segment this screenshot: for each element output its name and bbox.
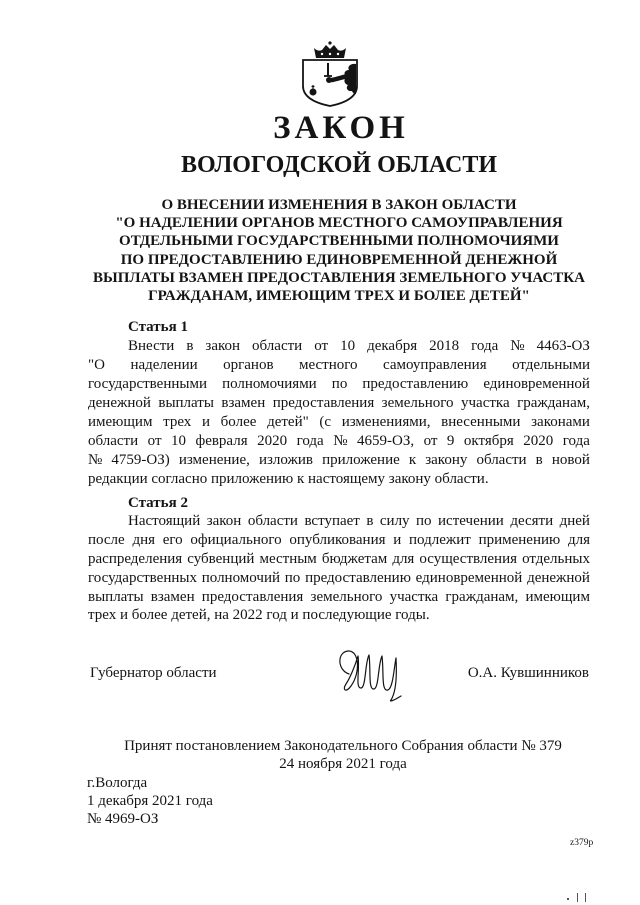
article-text-line	[88, 432, 590, 451]
word: 4659-ОЗ,	[357, 432, 415, 449]
word: в	[535, 451, 543, 468]
article-text-line	[88, 588, 590, 607]
word: 10	[170, 432, 186, 449]
word: отдельными	[512, 356, 590, 373]
article-text-line: трех и более детей, на 2022 год и последующие годы.	[88, 607, 430, 624]
word: местного	[299, 356, 358, 373]
word: Настоящий	[128, 513, 201, 530]
word: 10	[340, 337, 356, 354]
article-text-line	[88, 356, 590, 375]
adoption-date: 24 ноября 2021 года	[279, 756, 407, 772]
issue-place: г.Вологда	[87, 775, 148, 791]
word: закону	[425, 451, 468, 468]
word: предоставления	[272, 394, 375, 411]
word: и	[393, 532, 402, 549]
word: имеющим	[525, 588, 590, 605]
word: денежной	[527, 569, 590, 586]
word: взамен	[221, 394, 266, 411]
document-code: z379p	[570, 838, 594, 848]
crown-jewel	[337, 53, 339, 55]
word: официального	[190, 532, 282, 549]
word: Внести	[128, 337, 175, 354]
word: отдельных	[522, 550, 590, 567]
word: применению	[478, 532, 561, 549]
word: дня	[132, 532, 155, 549]
word: субвенций	[187, 550, 255, 567]
word: выплаты	[88, 588, 144, 605]
word: выплаты	[158, 394, 214, 411]
article-text-line	[88, 512, 590, 531]
signatory-position: Губернатор области	[90, 665, 217, 681]
word: детей"	[267, 413, 309, 430]
word: предоставлению	[362, 375, 469, 392]
word: органов	[223, 356, 274, 373]
word: десяти	[510, 513, 554, 530]
crown-jewel	[321, 53, 323, 55]
word: вступает	[304, 513, 360, 530]
word: изменениями,	[341, 413, 431, 430]
word: области	[247, 513, 298, 530]
article-text-line	[88, 569, 590, 588]
scan-mark	[567, 898, 569, 900]
article-text-line	[88, 531, 590, 550]
word: области	[252, 337, 303, 354]
word: по	[284, 569, 301, 586]
word: полномочиями	[222, 375, 317, 392]
word: гражданам,	[517, 394, 590, 411]
law-number: № 4969-ОЗ	[87, 811, 159, 828]
word: года	[562, 432, 590, 449]
word: участка	[461, 394, 510, 411]
scan-mark	[585, 893, 586, 902]
word: предоставлению	[305, 569, 411, 586]
coat-of-arms-icon	[299, 40, 361, 107]
word: по	[331, 375, 348, 392]
word: участка	[389, 588, 439, 605]
article-heading: Статья 1	[128, 318, 188, 335]
word: распределения	[88, 550, 183, 567]
word: гражданам,	[445, 588, 519, 605]
article-2	[88, 494, 590, 626]
word: приложение	[322, 451, 400, 468]
word: "О	[88, 356, 105, 373]
word: по	[416, 513, 432, 530]
hand-shape	[326, 77, 332, 83]
word: наделении	[130, 356, 198, 373]
article-heading: Статья 2	[128, 494, 188, 511]
issue-details	[87, 774, 213, 829]
word: и	[201, 413, 210, 430]
article-text-line	[88, 394, 590, 413]
law-name-line: ПО ПРЕДОСТАВЛЕНИЮ ЕДИНОВРЕМЕННОЙ ДЕНЕЖНОЙ	[120, 251, 558, 268]
word: декабря	[367, 337, 418, 354]
signatory-name: О.А. Кувшинников	[467, 665, 589, 681]
word: №	[510, 337, 525, 354]
word: 4759-ОЗ)	[111, 451, 170, 468]
adoption-note	[95, 737, 591, 773]
word: после	[88, 532, 125, 549]
word: от	[314, 337, 329, 354]
article-text-line	[88, 375, 590, 394]
word: изложив	[258, 451, 313, 468]
word: государственных	[88, 569, 197, 586]
word: внесенными	[441, 413, 521, 430]
document-type-title: ЗАКОН	[273, 110, 409, 146]
word: №	[333, 432, 348, 449]
signature-graphic	[333, 646, 405, 704]
word: самоуправления	[383, 356, 487, 373]
law-name-line: "О НАДЕЛЕНИИ ОРГАНОВ МЕСТНОГО САМОУПРАВЛЕНИЯ	[115, 215, 563, 232]
word: единовременной	[415, 569, 523, 586]
word: к	[408, 451, 417, 468]
word: опубликования	[289, 532, 386, 549]
word: единовременной	[483, 375, 590, 392]
word: февраля	[195, 432, 248, 449]
word: земельного	[310, 588, 383, 605]
region-title: ВОЛОГОДСКОЙ ОБЛАСТИ	[180, 152, 498, 178]
word: от	[423, 432, 438, 449]
word: земельного	[381, 394, 454, 411]
scan-mark	[577, 893, 578, 902]
word: области	[476, 451, 527, 468]
word: 2020	[523, 432, 554, 449]
word: новой	[551, 451, 590, 468]
word: области	[88, 432, 139, 449]
word: осуществления	[419, 550, 518, 567]
handwritten-signature-icon	[333, 646, 405, 704]
word: более	[220, 413, 257, 430]
word: денежной	[88, 394, 151, 411]
word: 2018	[429, 337, 460, 354]
word: трех	[163, 413, 192, 430]
coat-of-arms-graphic	[299, 40, 361, 107]
word: 9	[446, 432, 455, 449]
crown-orb-shape	[328, 41, 331, 44]
article-text-line: редакции согласно приложению к настоящему закону области.	[88, 470, 489, 487]
issue-date: 1 декабря 2021 года	[87, 793, 213, 810]
orb-shape	[310, 89, 317, 96]
adoption-resolution: Принят постановлением Законодательного Собрания области № 379	[124, 738, 562, 754]
word: предоставления	[201, 588, 304, 605]
word: в	[366, 513, 374, 530]
article-text-line	[88, 451, 590, 470]
law-name-line: ВЫПЛАТЫ ВЗАМЕН ПРЕДОСТАВЛЕНИЯ ЗЕМЕЛЬНОГО УЧАСТКА	[93, 269, 585, 286]
word: подлежит	[409, 532, 471, 549]
word: государственными	[88, 375, 207, 392]
word: (с	[319, 413, 332, 430]
signature-stroke	[340, 651, 401, 701]
word: бюджетам	[321, 550, 388, 567]
law-name-line: О ВНЕСЕНИИ ИЗМЕНЕНИЯ В ЗАКОН ОБЛАСТИ	[161, 197, 517, 213]
word: для	[392, 550, 415, 567]
word: года	[471, 337, 499, 354]
word: полномочий	[201, 569, 280, 586]
word: в	[186, 337, 194, 354]
word: дней	[559, 513, 590, 530]
word: его	[162, 532, 183, 549]
word: взамен	[150, 588, 195, 605]
word: изменение,	[178, 451, 250, 468]
word: закон	[205, 337, 241, 354]
crown-jewel	[329, 53, 331, 55]
article-text-line	[88, 550, 590, 569]
law-name-line: ГРАЖДАНАМ, ИМЕЮЩИМ ТРЕХ И БОЛЕЕ ДЕТЕЙ"	[148, 288, 530, 305]
word: местным	[259, 550, 317, 567]
word: силу	[379, 513, 410, 530]
crown-shape	[314, 45, 346, 58]
law-name	[88, 196, 590, 305]
word: 2020	[257, 432, 288, 449]
word: 4463-ОЗ	[536, 337, 590, 354]
article-text-line	[88, 413, 590, 432]
word: истечении	[438, 513, 504, 530]
word: имеющим	[88, 413, 153, 430]
word: №	[88, 451, 103, 468]
word: для	[567, 532, 590, 549]
article-1	[88, 318, 590, 489]
word: законами	[531, 413, 590, 430]
word: года	[296, 432, 324, 449]
law-name-line: ОТДЕЛЬНЫМИ ГОСУДАРСТВЕННЫМИ ПОЛНОМОЧИЯМИ	[119, 233, 559, 250]
word: от	[147, 432, 162, 449]
article-text-line	[88, 337, 590, 356]
word: закон	[206, 513, 242, 530]
word: октября	[463, 432, 514, 449]
